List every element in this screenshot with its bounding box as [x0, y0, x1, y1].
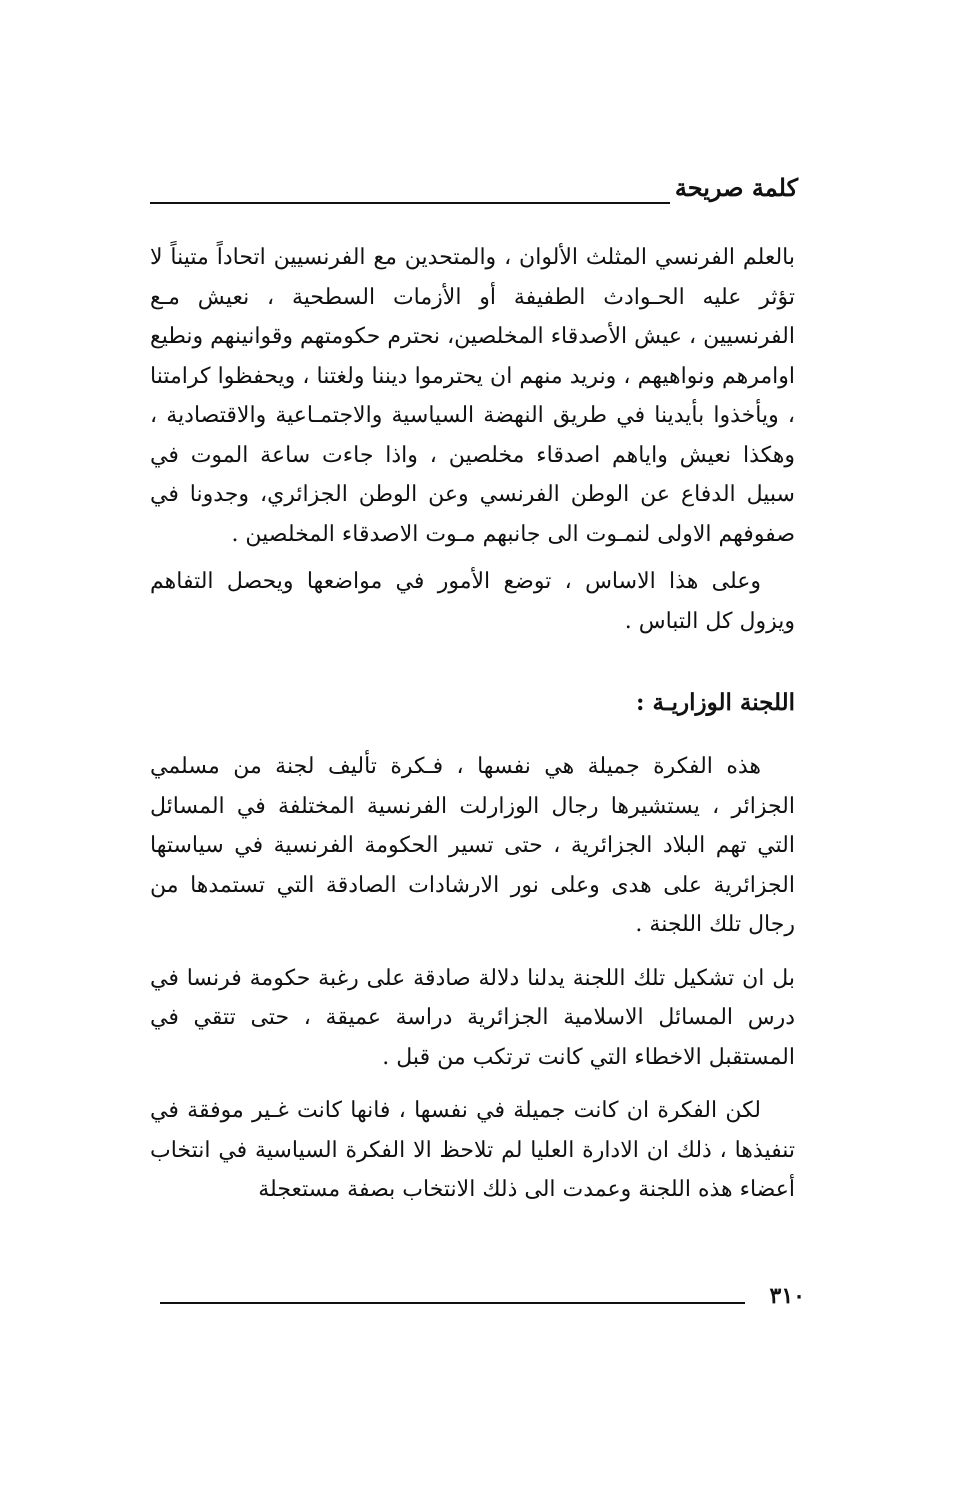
section-heading: اللجنة الوزاريـة :	[636, 689, 795, 716]
paragraph-3: هذه الفكرة جميلة هي نفسها ، فـكرة تأليف لجنة من مسلمي الجزائر ، يستشيرها رجال الوزارلت الفرنسية المختلفة في المسائل التي تهم البلاد الجزائرية ، حتى تسير الحكومة الفرنسية في سياستها الجزائرية على هدى وعلى نور الارشادات الصادقة التي تستمدها من رجال تلك اللجنة .	[150, 754, 795, 937]
paragraph-4: بل ان تشكيل تلك اللجنة يدلنا دلالة صادقة على رغبة حكومة فرنسا في درس المسائل الاسلامية الجزائرية دراسة عميقة ، حتى تتقي في المستقبل الاخطاء التي كانت ترتكب من قبل .	[150, 965, 795, 1070]
page-number: ٣١٠	[769, 1283, 805, 1309]
paragraph-2: وعلى هذا الاساس ، توضع الأمور في مواضعها ويحصل التفاهم ويزول كل التباس .	[150, 569, 795, 634]
page-footer	[160, 1278, 805, 1318]
running-header	[150, 170, 798, 210]
header-rule	[150, 202, 670, 204]
paragraph-5: لكن الفكرة ان كانت جميلة في نفسها ، فانها كانت غـير موفقة في تنفيذها ، ذلك ان الادارة العليا لم تلاحظ الا الفكرة السياسية في انتخاب أعضاء هذه اللجنة وعمدت الى ذلك الانتخاب بصفة مستعجلة	[150, 1098, 795, 1202]
running-header-title: كلمة صريحة	[674, 173, 798, 202]
paragraph-1: بالعلم الفرنسي المثلث الألوان ، والمتحدين مع الفرنسيين اتحاداً متيناً لا تؤثر عليه الحـوادث الطفيفة أو الأزمات السطحية ، نعيش مـع الفرنسيين ، عيش الأصدقاء المخلصين، نحترم حكومتهم وقوانينهم ونطيع اوامرهم ونواهيهم ، ونريد منهم ان يحترموا ديننا ولغتنا ، ويحفظوا كرامتنا ، ويأخذوا بأيدينا في طريق النهضة السياسية والاجتمـاعية والاقتصادية ، وهكذا نعيش واياهم اصدقاء مخلصين ، واذا جاءت ساعة الموت في سبيل الدفاع عن الوطن الفرنسي وعن الوطن الجزائري، وجدونا في صفوفهم الاولى لنمـوت الى جانبهم مـوت الاصدقاء المخلصين .	[150, 245, 795, 547]
footer-rule	[160, 1302, 745, 1304]
body-text	[150, 238, 795, 1210]
